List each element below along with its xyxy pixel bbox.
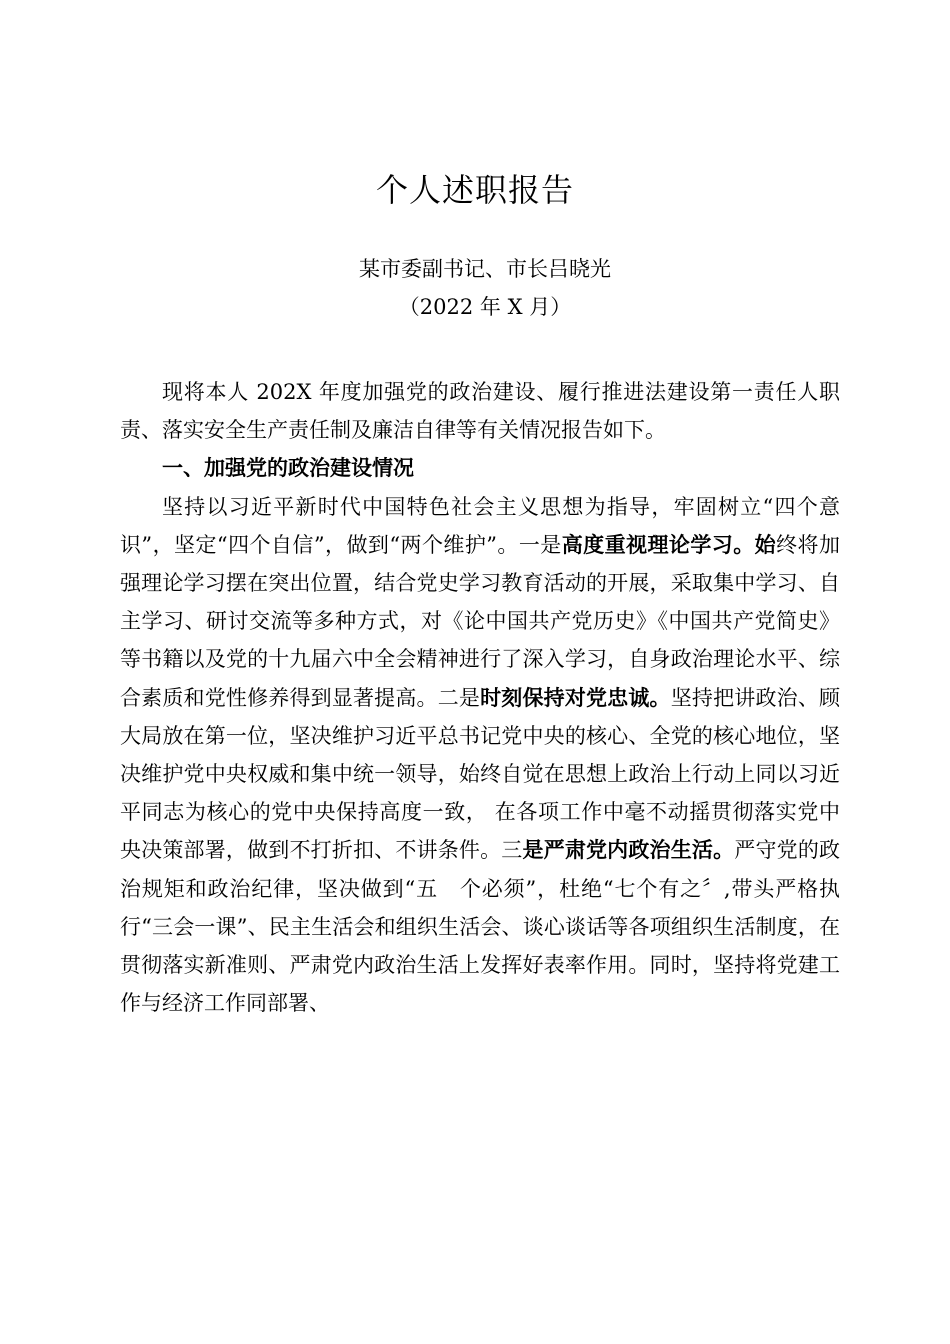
paragraph-text: 终将加强理论学习摆在突出位置，结合党史学习教育活动的开展，采取集中学习、自主学习、研讨交流等多种方式，对《论中国共产党历史》《中国共产党简史》等书籍以及党的十九届六中全会精神进行了深入学习，自身政治理论水平、综合素质和党性修养得到显著提高。二是 (120, 532, 840, 710)
document-title: 个人述职报告 (375, 171, 574, 209)
bold-point-1: 高度重视理论学习。始 (561, 531, 777, 557)
date-line: （2022 年 X 月） (398, 295, 572, 319)
intro-paragraph: 现将本人 202X 年度加强党的政治建设、履行推进法建设第一责任人职责、落实安全生产责任制及廉洁自律等有关情况报告如下。 (120, 380, 840, 443)
section-heading: 一、加强党的政治建设情况 (162, 455, 414, 481)
author-line: 某市委副书记、市长吕晓光 (359, 257, 611, 281)
paragraph-text: 坚持以习近平新时代中国特色社会主义思想为指导，牢固树立“四个意识”，坚定“四个自信”，做到“两个维护”。一是 (120, 494, 840, 557)
paragraph-text: 严守党的政治规矩和政治纪律，坚决做到“五 个必须”，杜绝“七个有之〞,带头严格执行“三会一课”、民主生活会和组织生活会、谈心谈话等各项组织生活制度，在贯彻落实新准则、严肃党内政治生活上发挥好表率作用。同时，坚持将党建工作与经济工作同部署、 (120, 838, 841, 1016)
bold-point-3: 是严肃党内政治生活。 (522, 837, 735, 863)
paragraph-text: 坚持把讲政治、顾大局放在第一位，坚决维护习近平总书记党中央的核心、全党的核心地位，坚决维护党中央权威和集中统一领导，始终自觉在思想上政治上行动上同以习近平同志为核心的党中央保持高度一致， 在各项工作中毫不动摇贯彻落实党中央决策部署，做到不打折扣、不讲条件。三 (120, 685, 841, 863)
report-body (120, 373, 840, 1022)
bold-point-2: 时刻保持对党忠诚。 (480, 684, 671, 710)
section-paragraph (120, 488, 840, 1023)
